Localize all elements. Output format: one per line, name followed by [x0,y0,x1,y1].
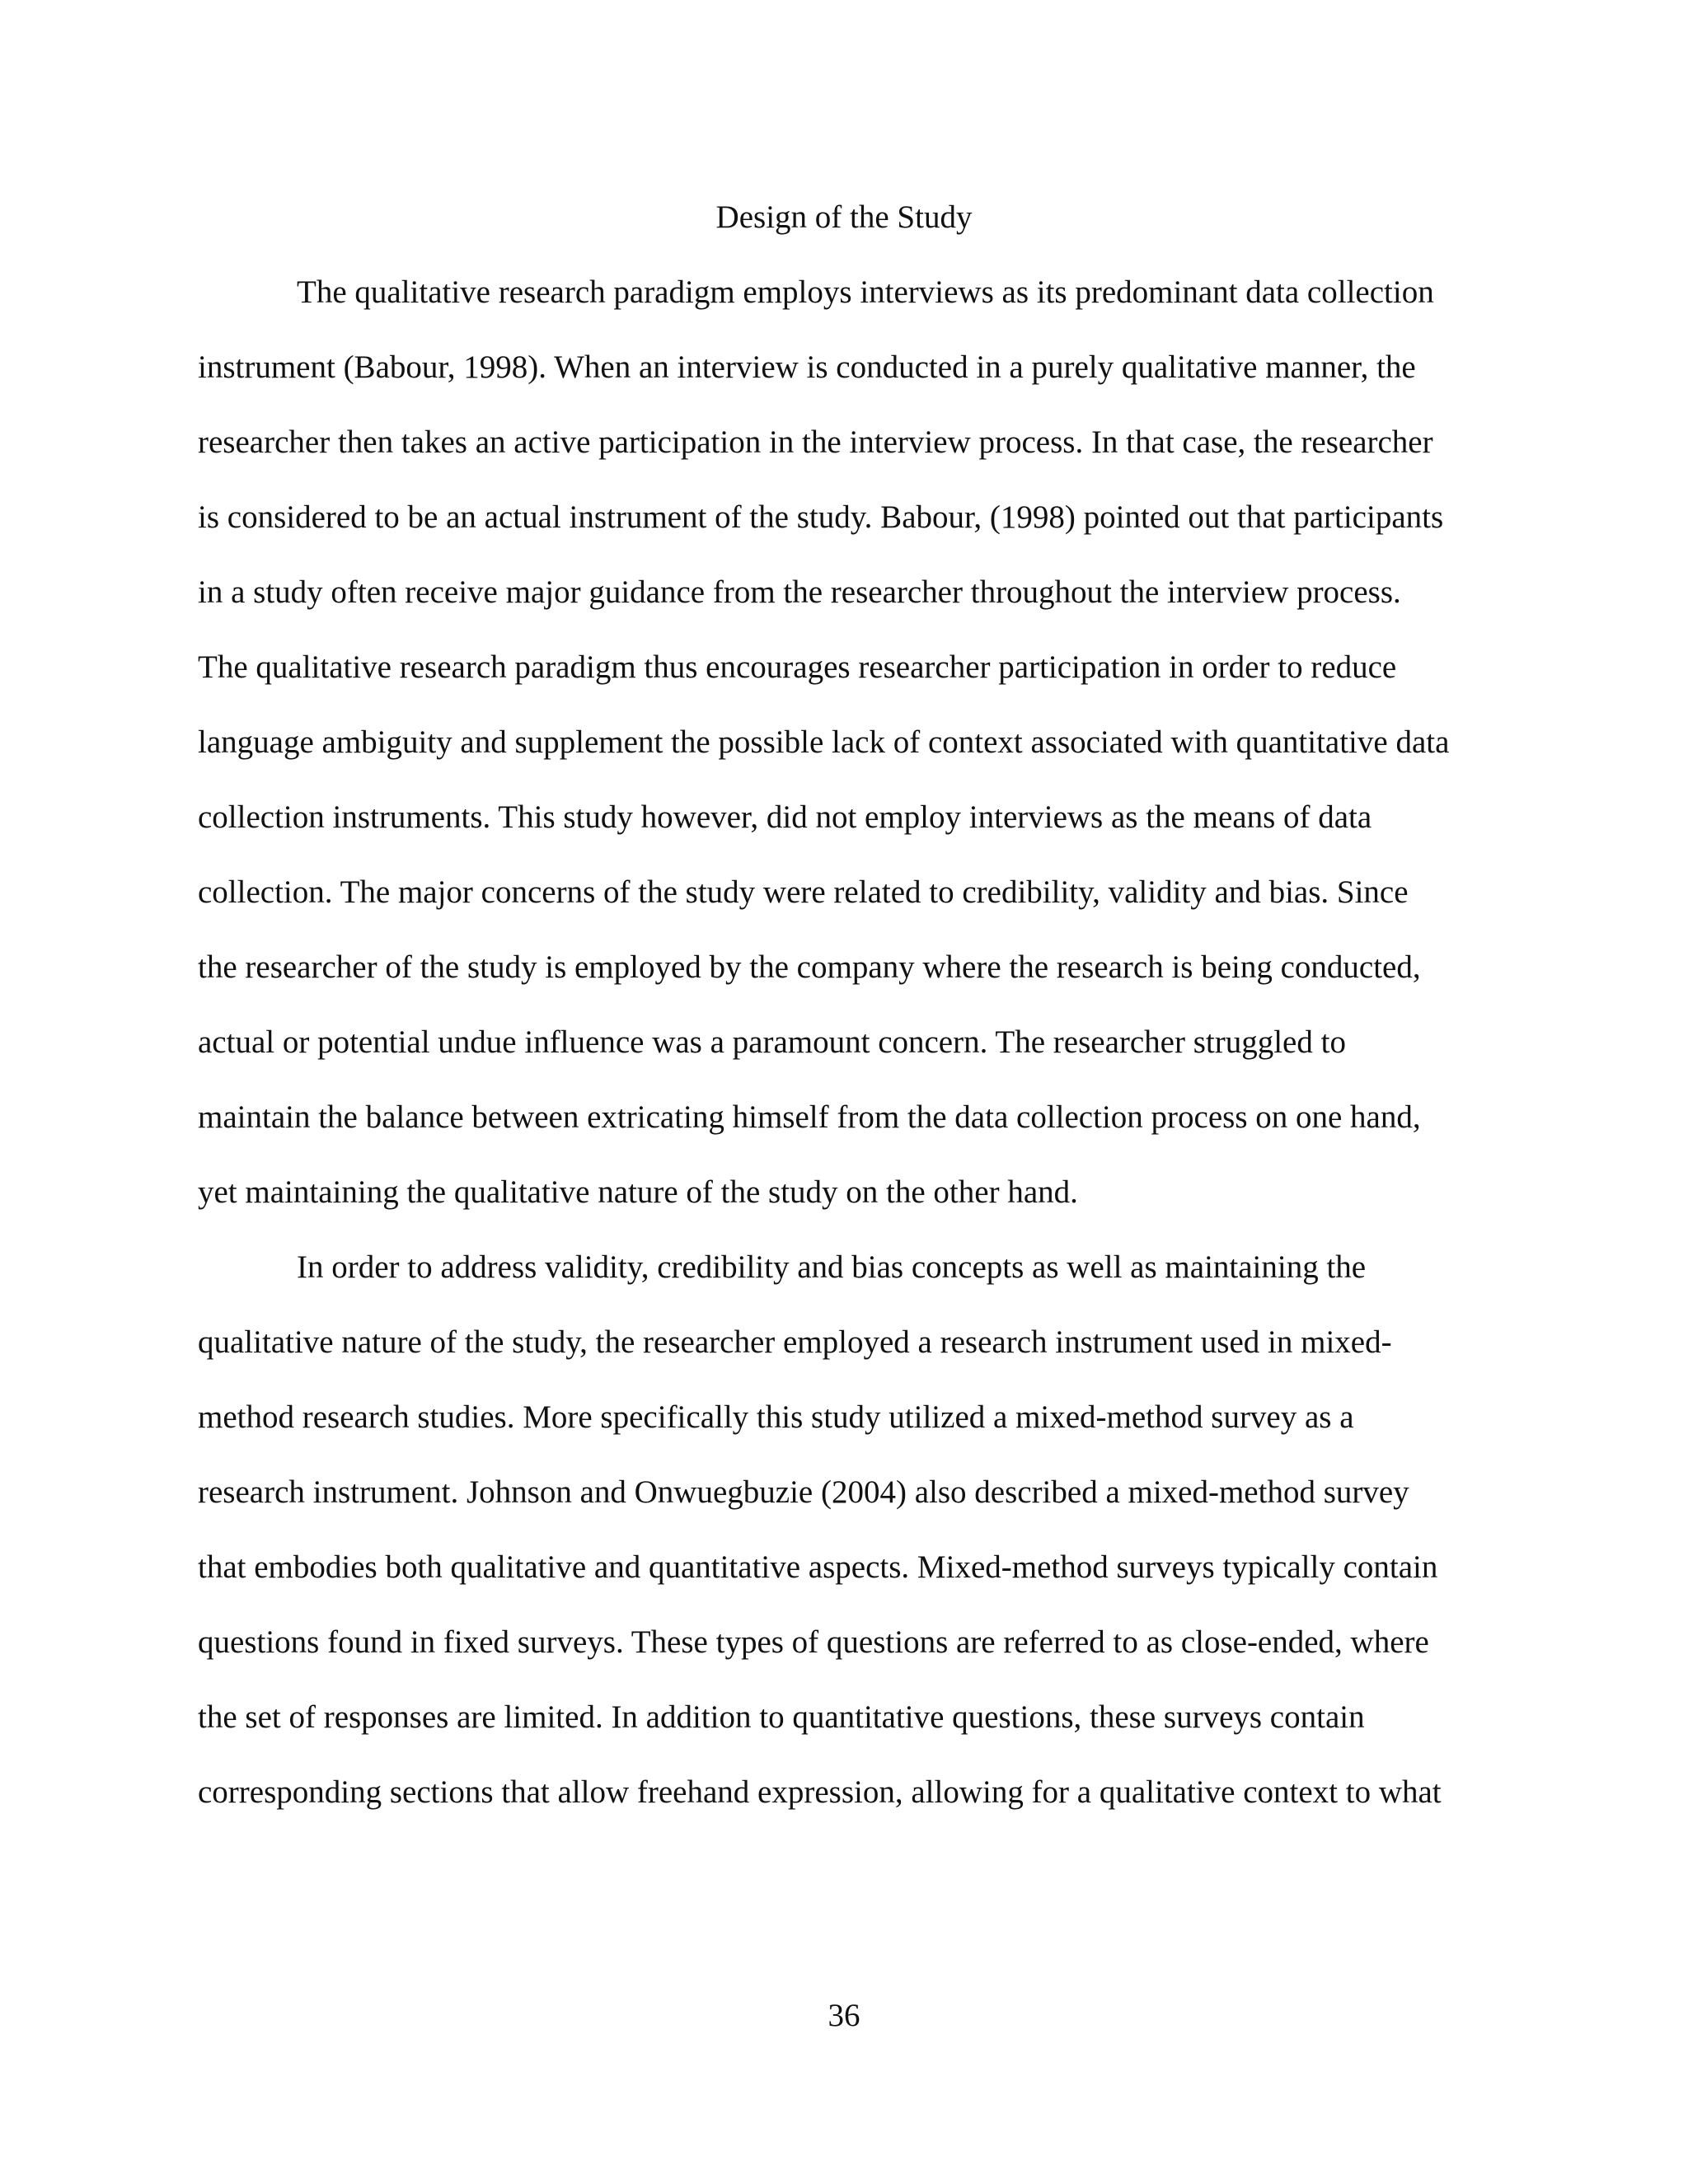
paragraph-1-line-13: yet maintaining the qualitative nature of the study on the other hand. [198,1174,1078,1210]
paragraph-1-line-8: collection instruments. This study however, did not employ interviews as the means of data [198,799,1372,835]
paragraph-2-line-4: research instrument. Johnson and Onwuegbuzie (2004) also described a mixed-method survey [198,1474,1409,1510]
paragraph-1-line-5: in a study often receive major guidance from the researcher throughout the interview process. [198,574,1401,610]
section-heading: Design of the Study [715,199,973,235]
paragraph-2-line-6: questions found in fixed surveys. These types of questions are referred to as close-ended, where [198,1624,1429,1660]
paragraph-1-line-4: is considered to be an actual instrument of the study. Babour, (1998) pointed out that participants [198,499,1444,535]
paragraph-2-line-5: that embodies both qualitative and quantitative aspects. Mixed-method surveys typically contain [198,1549,1438,1585]
paragraph-2-line-2: qualitative nature of the study, the researcher employed a research instrument used in mixed- [198,1324,1392,1360]
paragraph-1-line-9: collection. The major concerns of the study were related to credibility, validity and bias. Since [198,874,1409,910]
paragraph-1-line-7: language ambiguity and supplement the possible lack of context associated with quantitative data [198,724,1450,760]
paragraph-1-line-6: The qualitative research paradigm thus encourages researcher participation in order to reduce [198,649,1397,685]
paragraph-2-line-7: the set of responses are limited. In addition to quantitative questions, these surveys contain [198,1699,1365,1735]
paragraph-2-line-3: method research studies. More specifically this study utilized a mixed-method survey as a [198,1399,1354,1435]
paragraph-2-line-8: corresponding sections that allow freehand expression, allowing for a qualitative context to what [198,1774,1442,1810]
paragraph-1-line-10: the researcher of the study is employed by the company where the research is being conducted, [198,949,1421,985]
paragraph-1-line-1: The qualitative research paradigm employs interviews as its predominant data collection [297,274,1434,310]
paragraph-1-line-11: actual or potential undue influence was a paramount concern. The researcher struggled to [198,1024,1346,1060]
paragraph-1-line-2: instrument (Babour, 1998). When an interview is conducted in a purely qualitative manner, the [198,349,1416,385]
paragraph-1-line-12: maintain the balance between extricating himself from the data collection process on one hand, [198,1099,1421,1135]
paragraph-2-line-1: In order to address validity, credibility and bias concepts as well as maintaining the [297,1249,1367,1285]
paragraph-1-line-3: researcher then takes an active participation in the interview process. In that case, the researcher [198,424,1433,460]
page-number: 36 [828,1998,860,2033]
